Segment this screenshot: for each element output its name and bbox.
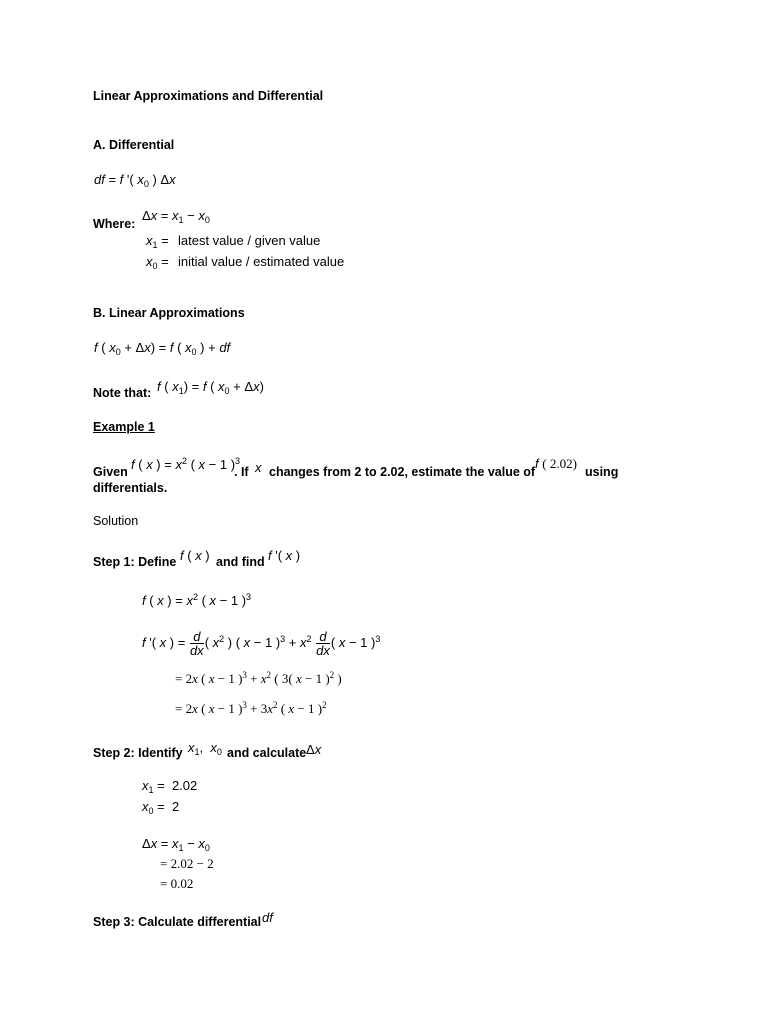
differential-formula: df = f '( $x_0$ ) Δx <box>94 172 176 189</box>
x1-value: 2.02 <box>171 778 198 793</box>
step1-function-line: f ( x ) = $x^2$ ( x − 1 )$^3$ <box>142 592 252 608</box>
step3-df: df <box>262 910 273 925</box>
document-title: Linear Approximations and Differential <box>93 89 324 103</box>
step1-fx: f ( x ) <box>180 548 210 563</box>
step2-and: and calculate <box>227 746 307 760</box>
d-dx-fraction-2: $\frac{d}{dx}$ <box>316 629 330 659</box>
variable-x: x <box>255 460 262 475</box>
section-b-heading: B. Linear Approximations <box>93 306 245 320</box>
changes-text: changes from 2 to 2.02, estimate the value of <box>269 465 536 479</box>
step2-vars: $x_1$, $x_0$ <box>188 740 222 757</box>
dx-line3: = 0.02 <box>160 876 194 891</box>
step1-line3: = 2x ( x − 1 )$^3 + x^2$ ( 3( x − 1 )$^2$ ) <box>175 670 342 686</box>
differentials-text: differentials. <box>93 481 168 495</box>
if-text: . If <box>234 465 249 479</box>
x1-definition: latest value / given value <box>178 233 321 248</box>
step1-line4: = 2x ( x − 1 )$^3 + 3x^2$ ( x − 1 )$^2$ <box>175 700 327 716</box>
step1-derivative-line: f '( x ) = $\frac{d}{dx}$ ( $x^2$ ) ( x − 1 )$^3 + x^2$ $\frac{d}{dx}$ ( x − 1 )$^3$ <box>142 629 381 659</box>
x1-value-line: $x_1 = 2.02$ <box>142 778 198 795</box>
step1-label: Step 1: Define <box>93 555 177 569</box>
using-text: using <box>585 465 619 479</box>
section-a-heading: A. Differential <box>93 138 175 152</box>
d-dx-fraction-1: $\frac{d}{dx}$ <box>189 629 204 659</box>
x1-definition-symbol: $x_1$ = <box>146 233 169 250</box>
step3-label: Step 3: Calculate differential <box>93 915 262 929</box>
derivative-lhs: f '( x ) = <box>142 635 186 650</box>
x0-value: 2 <box>171 799 180 814</box>
delta-x-definition: $\Delta x = x_1 - x_0$ <box>142 208 210 225</box>
solution-label: Solution <box>93 514 139 528</box>
x0-value-line: $x_0 = 2$ <box>142 799 180 816</box>
step2-label: Step 2: Identify <box>93 746 183 760</box>
step1-and: and find <box>216 555 265 569</box>
step1-fpx: f '( x ) <box>268 548 301 563</box>
given-function: f ( x ) = $x^2$ ( x − 1 )$^3$ <box>131 456 241 472</box>
note-label: Note that: <box>93 386 152 400</box>
linear-approximation-formula: f ( $x_0 + \Delta x) = f$ ( $x_0$ ) + df <box>94 340 231 357</box>
step2-delta-x: Δx <box>306 742 322 757</box>
dx-line2: = 2.02 − 2 <box>160 856 214 871</box>
example-heading: Example 1 <box>93 420 155 434</box>
target-value: f ( 2.02) <box>535 456 577 471</box>
x0-definition: initial value / estimated value <box>178 254 345 269</box>
given-text: Given <box>93 465 128 479</box>
where-label: Where: <box>93 217 136 231</box>
x0-definition-symbol: $x_0$ = <box>146 254 169 271</box>
dx-line1: $\Delta x = x_1 - x_0$ <box>142 836 210 853</box>
note-formula: f ( $x_1) = f$ ( $x_0 + \Delta x$) <box>157 379 264 396</box>
